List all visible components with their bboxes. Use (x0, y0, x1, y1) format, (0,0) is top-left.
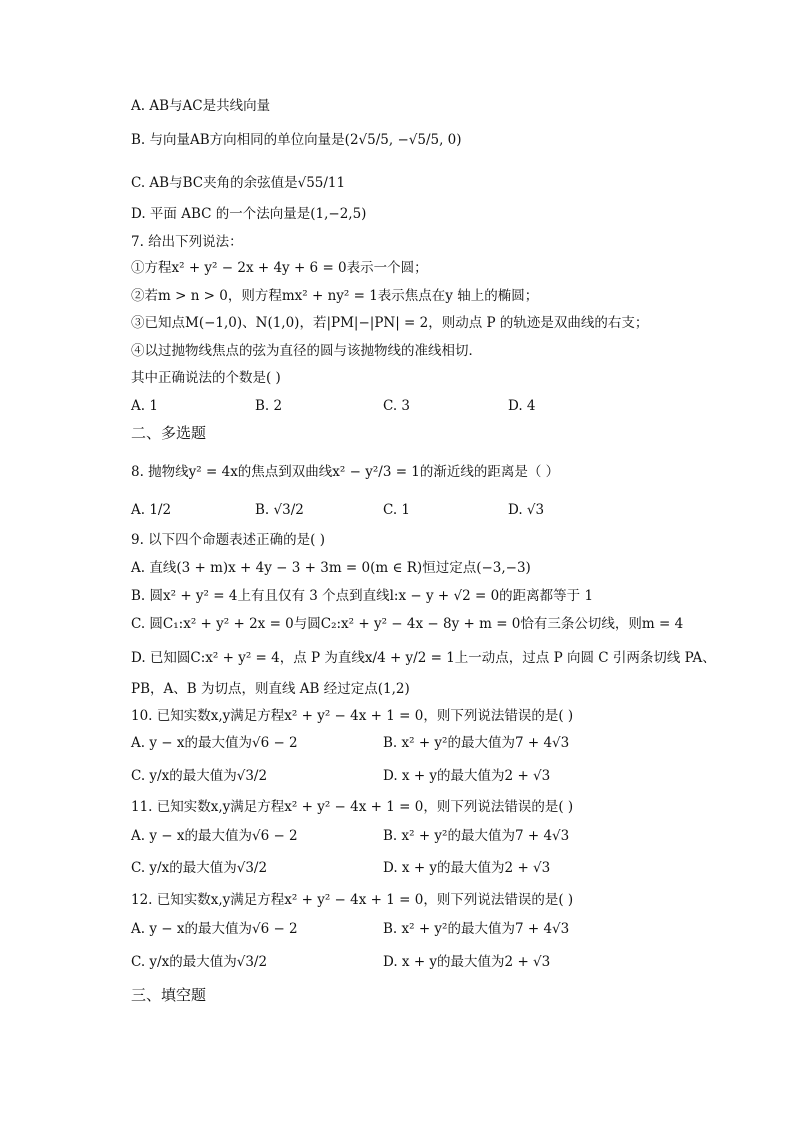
q12-option-d: D. x + y的最大值为2 + √3 (383, 954, 551, 970)
q8-option-b: B. √3/2 (255, 502, 304, 518)
q7-statement-4: ④以过抛物线焦点的弦为直径的圆与该抛物线的准线相切． (131, 343, 482, 359)
q6-option-d: D. 平面 ABC 的一个法向量是(1,−2,5) (131, 206, 367, 222)
q9-option-d-continued: PB，A、B 为切点，则直线 AB 经过定点(1,2) (131, 681, 410, 697)
q8-stem: 8. 抛物线y² = 4x的焦点到双曲线x² − y²/3 = 1的渐近线的距离是（ ） (131, 464, 560, 480)
q9-option-c: C. 圆C₁:x² + y² + 2x = 0与圆C₂:x² + y² − 4x − 8y + m = 0恰有三条公切线，则m = 4 (131, 616, 684, 632)
q9-stem: 9. 以下四个命题表述正确的是( ) (131, 532, 325, 548)
q7-question: 其中正确说法的个数是( ) (131, 370, 281, 386)
section-heading-fill-in: 三、填空题 (131, 986, 207, 1004)
q7-statement-1: ①方程x² + y² − 2x + 4y + 6 = 0表示一个圆； (131, 260, 428, 276)
q7-option-c: C. 3 (383, 398, 411, 414)
q9-option-a: A. 直线(3 + m)x + 4y − 3 + 3m = 0(m ∈ R)恒过定点(−3,−3) (131, 560, 531, 576)
section-heading-multiple-choice: 二、多选题 (131, 424, 207, 442)
q9-option-d: D. 已知圆C:x² + y² = 4，点 P 为直线x/4 + y/2 = 1上一动点，过点 P 向圆 C 引两条切线 PA、 (131, 650, 716, 666)
q8-option-d: D. √3 (508, 502, 545, 518)
q7-statement-3: ③已知点M(−1,0)、N(1,0)，若|PM|−|PN| = 2，则动点 P 的轨迹是双曲线的右支； (131, 315, 649, 331)
q11-stem: 11. 已知实数x,y满足方程x² + y² − 4x + 1 = 0，则下列说法错误的是( ) (131, 799, 574, 815)
q7-stem: 7. 给出下列说法： (131, 234, 243, 250)
q10-option-b: B. x² + y²的最大值为7 + 4√3 (383, 735, 570, 751)
q7-option-d: D. 4 (508, 398, 536, 414)
q7-statement-2: ②若m > n > 0，则方程mx² + ny² = 1表示焦点在y 轴上的椭圆； (131, 288, 539, 304)
q11-option-d: D. x + y的最大值为2 + √3 (383, 860, 551, 876)
q10-option-c: C. y/x的最大值为√3/2 (131, 768, 268, 784)
q12-stem: 12. 已知实数x,y满足方程x² + y² − 4x + 1 = 0，则下列说法错误的是( ) (131, 892, 574, 908)
q6-option-a: A. AB与AC是共线向量 (131, 98, 271, 114)
q10-stem: 10. 已知实数x,y满足方程x² + y² − 4x + 1 = 0，则下列说法错误的是( ) (131, 708, 574, 724)
q11-option-a: A. y − x的最大值为√6 − 2 (131, 828, 298, 844)
q8-option-a: A. 1/2 (131, 502, 172, 518)
q11-option-b: B. x² + y²的最大值为7 + 4√3 (383, 828, 570, 844)
q10-option-d: D. x + y的最大值为2 + √3 (383, 768, 551, 784)
q12-option-c: C. y/x的最大值为√3/2 (131, 954, 268, 970)
q6-option-b: B. 与向量AB方向相同的单位向量是(2√5/5, −√5/5, 0) (131, 132, 462, 148)
q12-option-b: B. x² + y²的最大值为7 + 4√3 (383, 921, 570, 937)
q8-option-c: C. 1 (383, 502, 411, 518)
q11-option-c: C. y/x的最大值为√3/2 (131, 860, 268, 876)
q6-option-c: C. AB与BC夹角的余弦值是√55/11 (131, 175, 346, 191)
q9-option-b: B. 圆x² + y² = 4上有且仅有 3 个点到直线l:x − y + √2 = 0的距离都等于 1 (131, 588, 594, 604)
q12-option-a: A. y − x的最大值为√6 − 2 (131, 921, 298, 937)
q10-option-a: A. y − x的最大值为√6 − 2 (131, 735, 298, 751)
q7-option-a: A. 1 (131, 398, 158, 414)
q7-option-b: B. 2 (255, 398, 283, 414)
